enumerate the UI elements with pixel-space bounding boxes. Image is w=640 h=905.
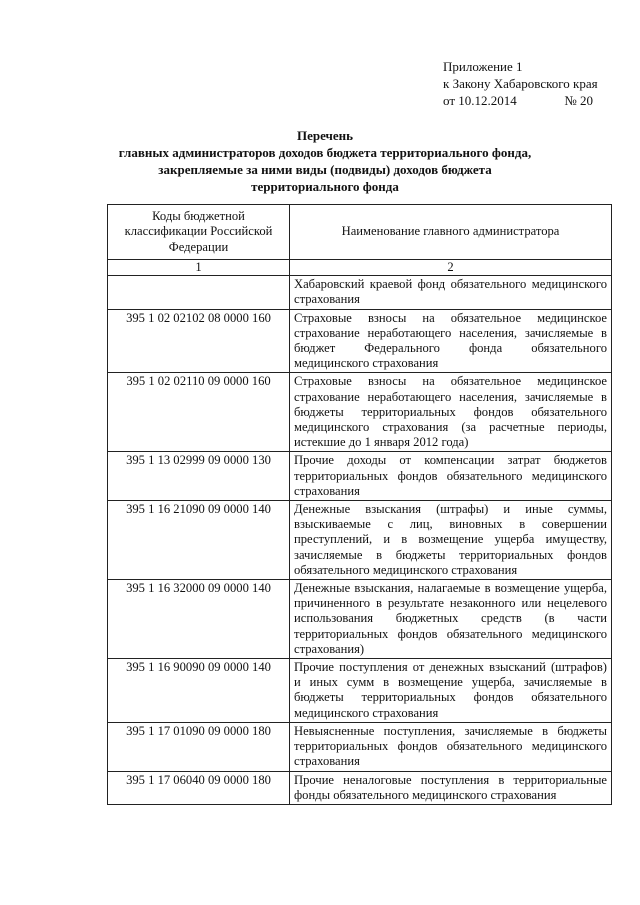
heading-line-2: главных администраторов доходов бюджета территориального фонда, <box>118 145 532 160</box>
budget-code: 395 1 17 01090 09 0000 180 <box>108 722 290 771</box>
budget-code: 395 1 17 06040 09 0000 180 <box>108 771 290 804</box>
income-description: Невыясненные поступления, зачисляемые в бюджеты территориальных фондов обязательного медицинского страхования <box>290 722 612 771</box>
appendix-date: от 10.12.2014 <box>443 93 517 108</box>
table-row <box>108 309 612 373</box>
income-description: Страховые взносы на обязательное медицинское страхование неработающего населения, зачисляемые в бюджет Федерального фонда обязательного медицинского страхования <box>290 309 612 373</box>
appendix-number: № 20 <box>564 93 593 108</box>
organization-name: Хабаровский краевой фонд обязательного медицинского страхования <box>290 276 612 309</box>
table-column-numbers-row <box>108 260 612 276</box>
table-row-organization <box>108 276 612 309</box>
appendix-header <box>443 58 623 109</box>
table-row <box>108 722 612 771</box>
column-number-1: 1 <box>108 260 290 276</box>
heading-line-1: Перечень <box>296 128 354 143</box>
budget-code: 395 1 02 02110 09 0000 160 <box>108 373 290 452</box>
budget-code: 395 1 02 02102 08 0000 160 <box>108 309 290 373</box>
budget-code: 395 1 13 02999 09 0000 130 <box>108 452 290 501</box>
income-description: Прочие доходы от компенсации затрат бюджетов территориальных фондов обязательного медицинского страхования <box>290 452 612 501</box>
budget-code: 395 1 16 90090 09 0000 140 <box>108 659 290 723</box>
administrators-table <box>107 204 612 805</box>
column-header-name: Наименование главного администратора <box>290 205 612 260</box>
table-row <box>108 771 612 804</box>
budget-code: 395 1 16 21090 09 0000 140 <box>108 501 290 580</box>
income-description: Прочие поступления от денежных взысканий (штрафов) и иных сумм в возмещение ущерба, зачисляемые в бюджеты территориальных фондов обязательного медицинского страхования <box>290 659 612 723</box>
appendix-date-number <box>443 92 593 109</box>
empty-code-cell <box>108 276 290 309</box>
income-description: Денежные взыскания (штрафы) и иные суммы, взыскиваемые с лиц, виновных в совершении преступлений, и в возмещение ущерба имуществу, зачисляемые в бюджеты территориальных фондов обязательного медицинского страхования <box>290 501 612 580</box>
budget-code: 395 1 16 32000 09 0000 140 <box>108 580 290 659</box>
appendix-title: Приложение 1 <box>443 59 523 74</box>
income-description: Прочие неналоговые поступления в территориальные фонды обязательного медицинского страхования <box>290 771 612 804</box>
income-description: Страховые взносы на обязательное медицинское страхование неработающего населения, зачисляемые в бюджеты территориальных фондов обязательного медицинского страхования (за расчетные периоды, истекшие до 1 января 2012 года) <box>290 373 612 452</box>
table-row <box>108 452 612 501</box>
table-header-row <box>108 205 612 260</box>
appendix-law-reference: к Закону Хабаровского края <box>443 76 598 91</box>
table-row <box>108 659 612 723</box>
heading-line-4: территориального фонда <box>251 179 399 194</box>
table-row <box>108 580 612 659</box>
document-heading <box>100 127 550 195</box>
heading-line-3: закрепляемые за ними виды (подвиды) доходов бюджета <box>158 162 492 177</box>
column-number-2: 2 <box>290 260 612 276</box>
income-description: Денежные взыскания, налагаемые в возмещение ущерба, причиненного в результате незаконного или нецелевого использования бюджетных средств (в части территориальных фондов обязательного медицинского страхования) <box>290 580 612 659</box>
table-row <box>108 373 612 452</box>
column-header-codes: Коды бюджетной классификации Российской Федерации <box>108 205 290 260</box>
table-row <box>108 501 612 580</box>
